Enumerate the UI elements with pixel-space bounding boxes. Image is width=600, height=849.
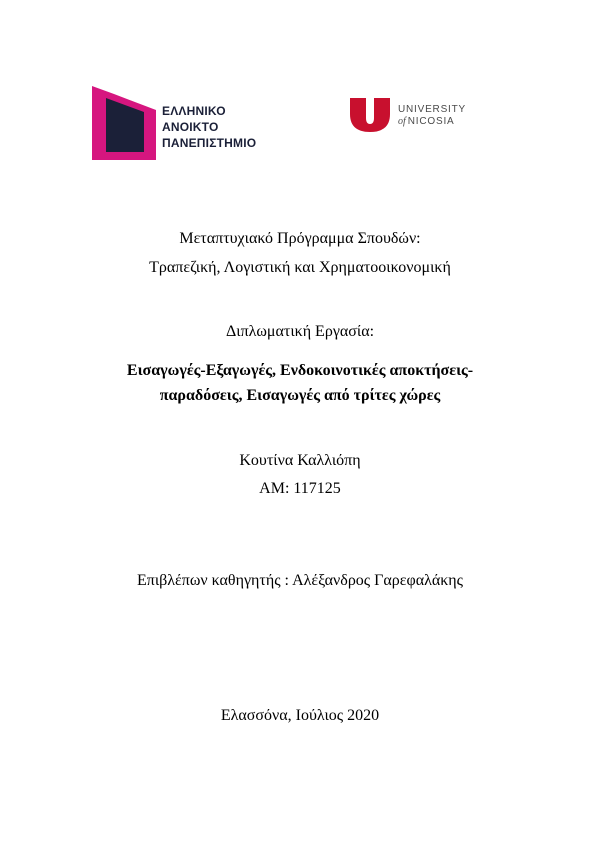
university-of-nicosia-logo (350, 98, 490, 134)
thesis-title-line2: παραδόσεις, Εισαγωγές από τρίτες χώρες (159, 387, 441, 404)
thesis-title-line1: Εισαγωγές-Εξαγωγές, Ενδοκοινοτικές αποκτήσεις- (126, 362, 474, 379)
place-date: Ελασσόνα, Ιούλιος 2020 (220, 707, 380, 724)
author-id: AM: 117125 (259, 480, 341, 497)
eap-logo-line1: ΕΛΛΗΝΙΚΟ (162, 104, 226, 118)
eap-logo-line3: ΠΑΝΕΠΙΣΤΗΜΙΟ (162, 136, 257, 150)
program-name: Τραπεζική, Λογιστική και Χρηματοοικονομική (149, 259, 451, 276)
eap-logo-line2: ΑΝΟΙΚΤΟ (162, 120, 219, 134)
eap-logo-text (162, 103, 256, 151)
eap-emblem-icon (92, 86, 156, 160)
supervisor: Επιβλέπων καθηγητής : Αλέξανδρος Γαρεφαλάκης (137, 572, 463, 589)
unic-emblem-icon (350, 98, 390, 132)
unic-logo-line2: NICOSIA (407, 116, 455, 127)
hellenic-open-university-logo (92, 86, 292, 160)
thesis-label: Διπλωματική Εργασία: (225, 323, 375, 340)
author-name: Κουτίνα Καλλιόπη (239, 452, 361, 469)
unic-logo-of: of (398, 116, 406, 127)
program-title: Μεταπτυχιακό Πρόγραμμα Σπουδών: (179, 230, 421, 247)
unic-logo-text (398, 104, 466, 128)
unic-logo-line1: UNIVERSITY (398, 104, 467, 115)
